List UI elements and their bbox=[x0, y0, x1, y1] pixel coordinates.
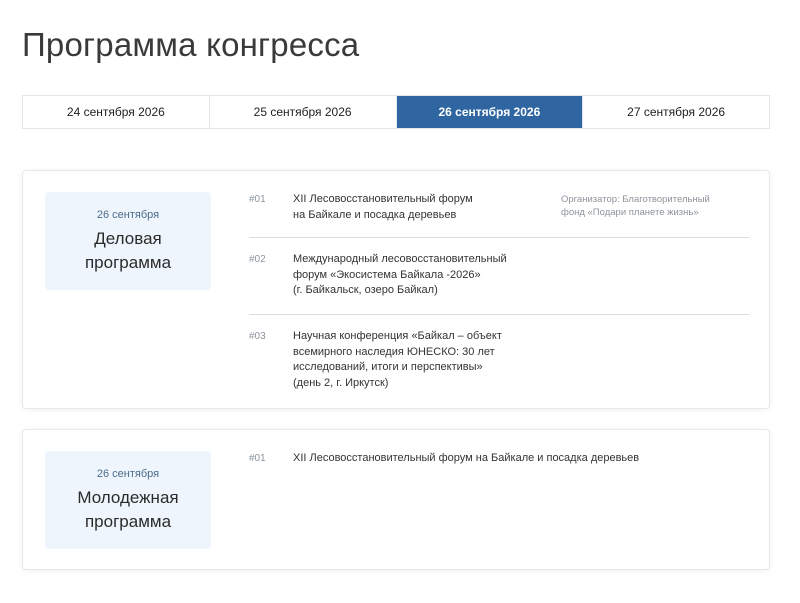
program-date-box bbox=[45, 192, 211, 290]
tab-25-september[interactable]: 25 сентября 2026 bbox=[210, 96, 397, 128]
program-date: 26 сентября bbox=[96, 468, 160, 480]
event-list bbox=[249, 171, 749, 411]
program-date: 26 сентября bbox=[96, 209, 160, 221]
date-tabs bbox=[22, 95, 770, 129]
event-title-line: (г. Байкальск, озеро Байкал) bbox=[293, 284, 438, 296]
program-title bbox=[45, 486, 211, 534]
tab-24-september[interactable]: 24 сентября 2026 bbox=[23, 96, 210, 128]
event-title-line: XII Лесовосстановительный форум на Байкале и посадка деревьев bbox=[293, 452, 640, 464]
program-card-youth bbox=[22, 429, 770, 570]
program-title-line: Деловая bbox=[94, 229, 162, 248]
event-number: #02 bbox=[249, 254, 266, 265]
event-title-line: Научная конференция «Байкал – объект bbox=[293, 330, 502, 342]
program-card-business bbox=[22, 170, 770, 409]
event-title-line: форум «Экосистема Байкала -2026» bbox=[293, 268, 481, 281]
event-organizer-line: Организатор: Благотворительный bbox=[561, 194, 710, 205]
event-title bbox=[293, 329, 502, 391]
event-title-line: Международный лесовосстановительный bbox=[293, 253, 507, 265]
event-title-line: (день 2, г. Иркутск) bbox=[293, 376, 389, 389]
event-title-line: исследований, итоги и перспективы» bbox=[293, 361, 483, 373]
event-title bbox=[293, 252, 507, 299]
event-organizer bbox=[561, 193, 710, 219]
program-title-line: Молодежная bbox=[77, 488, 179, 507]
event-number: #03 bbox=[249, 331, 266, 342]
event-item[interactable] bbox=[249, 315, 749, 411]
event-item[interactable] bbox=[249, 171, 749, 238]
event-title bbox=[293, 192, 473, 223]
event-title bbox=[293, 451, 639, 467]
event-title-line: на Байкале и посадка деревьев bbox=[293, 208, 457, 221]
event-number: #01 bbox=[249, 453, 266, 464]
program-title-line: программа bbox=[84, 512, 172, 531]
tab-27-september[interactable]: 27 сентября 2026 bbox=[583, 96, 769, 128]
program-date-box bbox=[45, 451, 211, 549]
event-item[interactable] bbox=[249, 238, 749, 315]
page-title: Программа конгресса bbox=[22, 26, 360, 63]
event-list bbox=[249, 430, 749, 470]
tab-26-september[interactable]: 26 сентября 2026 bbox=[397, 96, 584, 128]
event-title-line: XII Лесовосстановительный форум bbox=[293, 193, 473, 205]
event-item[interactable] bbox=[249, 430, 749, 470]
program-title-line: программа bbox=[84, 253, 172, 272]
event-organizer-line: фонд «Подари планете жизнь» bbox=[561, 207, 699, 218]
event-number: #01 bbox=[249, 194, 266, 205]
event-title-line: всемирного наследия ЮНЕСКО: 30 лет bbox=[293, 345, 495, 358]
program-title bbox=[45, 227, 211, 275]
